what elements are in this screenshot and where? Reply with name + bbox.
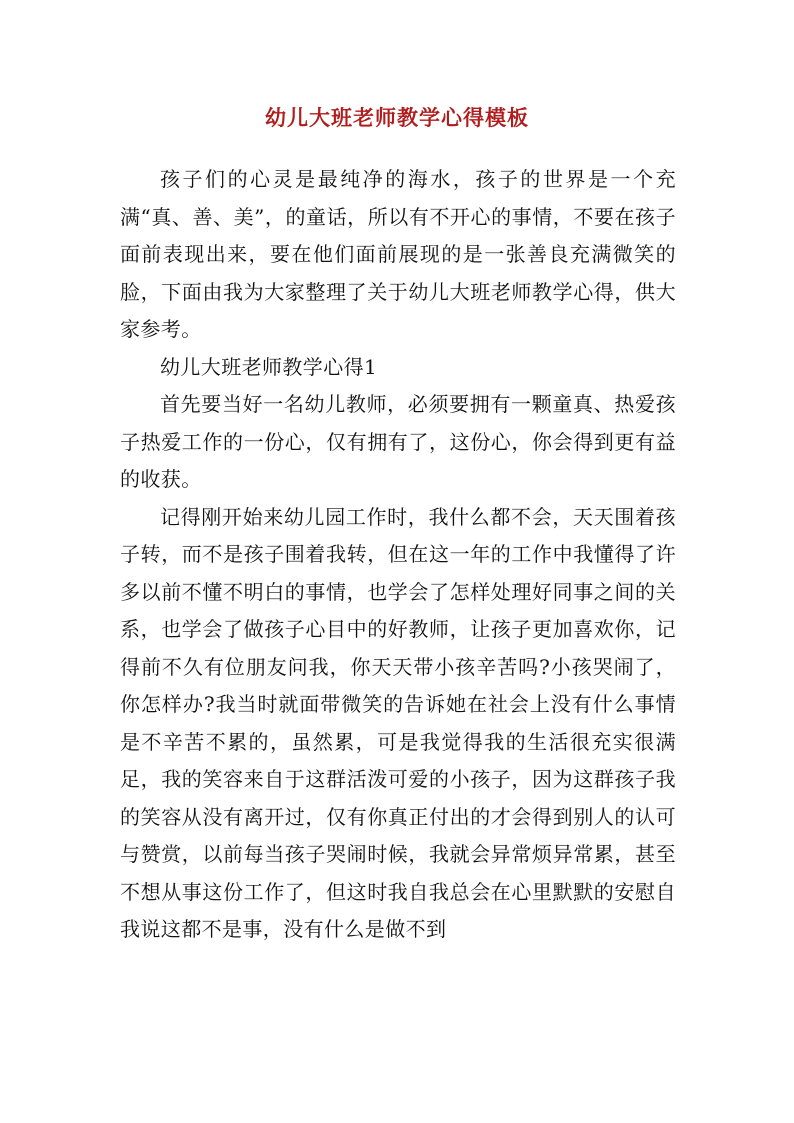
document-title: 幼儿大班老师教学心得模板 bbox=[265, 105, 529, 130]
body-paragraph: 首先要当好一名幼儿教师，必须要拥有一颗童真、热爱孩子热爱工作的一份心，仅有拥有了，这份心，你会得到更有益的收获。 bbox=[120, 392, 676, 491]
section-heading: 幼儿大班老师教学心得1 bbox=[160, 354, 378, 379]
body-paragraph: 记得刚开始来幼儿园工作时，我什么都不会，天天围着孩子转，而不是孩子围着我转，但在这一年的工作中我懂得了许多以前不懂不明白的事情，也学会了怎样处理好同事之间的关系，也学会了做孩子心目中的好教师，让孩子更加喜欢你，记得前不久有位朋友问我，你天天带小孩辛苦吗?小孩哭闹了，你怎样办?我当时就面带微笑的告诉她在社会上没有什么事情是不辛苦不累的，虽然累，可是我觉得我的生活很充实很满足，我的笑容来自于这群活泼可爱的小孩子，因为这群孩子我的笑容从没有离开过，仅有你真正付出的才会得到别人的认可与赞赏，以前每当孩子哭闹时候，我就会异常烦异常累，甚至不想从事这份工作了，但这时我自我总会在心里默默的安慰自我说这都不是事，没有什么是做不到 bbox=[120, 504, 676, 941]
intro-paragraph: 孩子们的心灵是最纯净的海水，孩子的世界是一个充满“真、善、美”，的童话，所以有不开心的事情，不要在孩子面前表现出来，要在他们面前展现的是一张善良充满微笑的脸，下面由我为大家整理了关于幼儿大班老师教学心得，供大家参考。 bbox=[120, 167, 676, 341]
document-body bbox=[120, 161, 676, 949]
